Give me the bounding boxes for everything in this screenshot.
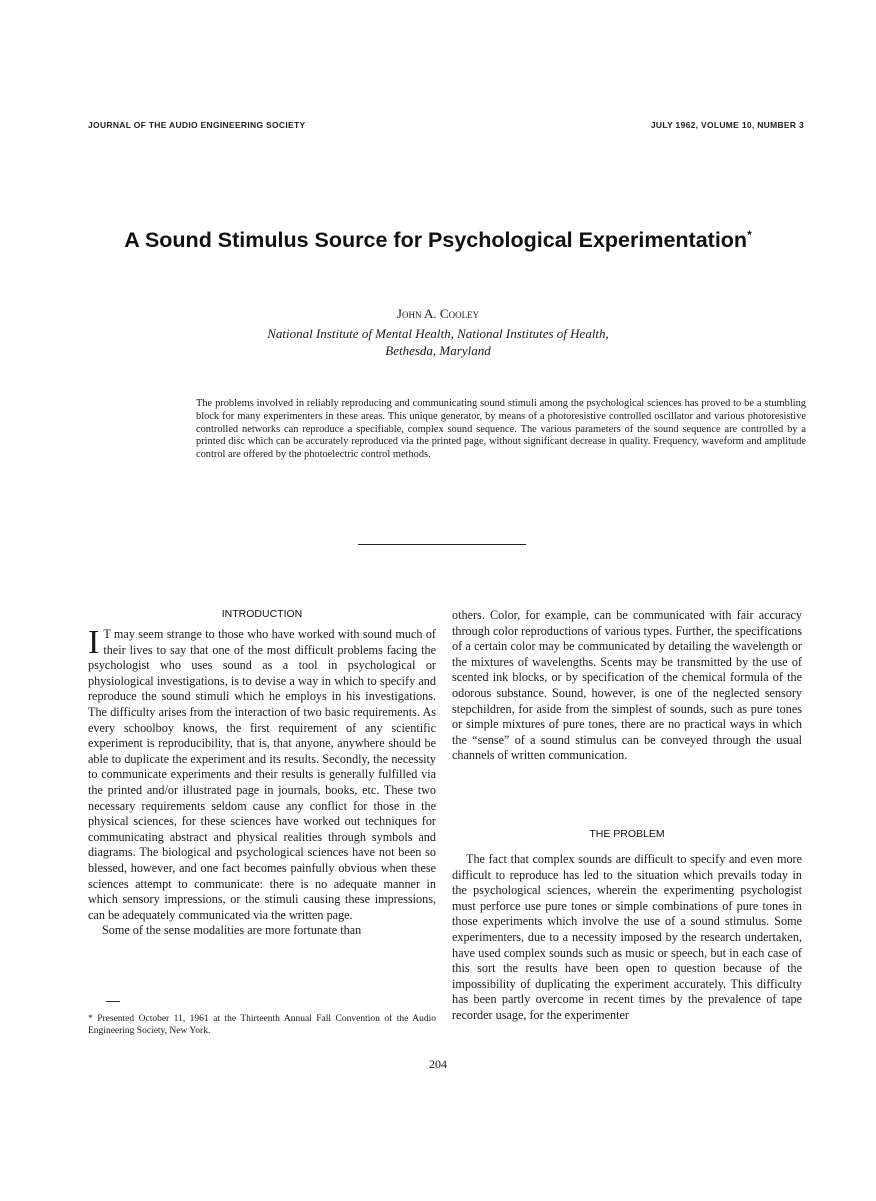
section-divider [358,544,526,545]
paper-title [0,228,876,253]
affiliation-line-1: National Institute of Mental Health, National Institutes of Health, [267,326,609,341]
affiliation [0,325,876,359]
introduction-heading: INTRODUCTION [221,608,303,620]
running-head-journal: JOURNAL OF THE AUDIO ENGINEERING SOCIETY [88,120,306,130]
abstract: The problems involved in reliably reproducing and communicating sound stimuli among the psychological sciences has proved to be a stumbling block for many experimenters in these areas. This unique generator, by means of a photoresistive controlled oscillator and various photoresistive controlled networks can reproduce a specifiable, complex sound sequence. The various parameters of the sound sequence are controlled by a printed disc which can be accurately reproduced via the printed page, without significant decrease in quality. Frequency, waveform and amplitude control are offered by the photoelectric control methods. [196,398,806,461]
footnote: * Presented October 11, 1961 at the Thirteenth Annual Fall Convention of the Audio Engineering Society, New York. [88,1014,436,1036]
title-footnote-mark: * [747,228,752,242]
running-head-issue: JULY 1962, VOLUME 10, NUMBER 3 [650,120,804,130]
problem-paragraph-1: The fact that complex sounds are difficult to specify and even more difficult to reproduce has led to the situation which prevails today in the psychological sciences, wherein the experimenting psychologist must perforce use pure tones or simple combinations of pure tones in those experiments which involve the use of a sound stimulus. Some experimenters, due to a necessity imposed by the research undertaken, have used complex sounds such as music or speech, but in each case of this sort the results have been open to question because of the impossibility of duplicating the experiment accurately. This difficulty has been partly overcome in recent times by the prevalence of tape recorder usage, for the experimenter [452,852,802,1022]
introduction-paragraph-1-text: T may seem strange to those who have worked with sound much of their lives to say that one of the most difficult problems facing the psychologist who uses sound as a tool in psychological or physiological investigations, is to devise a way in which to specify and reproduce the sound stimuli which he employs in his investigations. The difficulty arises from the interaction of two basic requirements. As every schoolboy knows, the first requirement of any scientific experiment is reproducibility, that is, that anyone, anywhere should be able to duplicate the experiment and its results. Secondly, the necessity to communicate experiments and their results is generally fulfilled via the printed and/or illustrated page in journals, books, etc. These two necessary requirements seldom cause any conflict for those in the physical sciences, for these sciences have worked out techniques for communicating abstract and physical realities through symbols and diagrams. The biological and psychological sciences have not been so blessed, however, and one fact becomes painfully obvious when these sciences attempt to communicate: there is no adequate manner in which sensory impressions, or the stimuli causing these impressions, can be adequately communicated via the written page. [88,627,436,922]
introduction-paragraph-1 [88,624,436,923]
left-column [88,624,436,939]
page-number: 204 [429,1057,447,1071]
author-name: John A. Cooley [396,306,480,321]
right-column-bottom [452,852,802,1024]
right-column-top [452,608,802,764]
paper-title-text: A Sound Stimulus Source for Psychological Experimentation [124,228,748,253]
introduction-paragraph-2: Some of the sense modalities are more fortunate than [102,923,362,938]
drop-cap: I [88,624,100,661]
problem-heading: THE PROBLEM [589,828,665,840]
introduction-paragraph-2-continued: others. Color, for example, can be communicated with fair accuracy through color reproductions of various types. Further, the specifications of a certain color may be communicated by detailing the wavelength or the mixtures of wavelengths. Scents may be transmitted by the use of scented ink blocks, or by specification of the chemical formula of the odorous substance. Sound, however, is one of the neglected sensory stepchildren, for aside from the simplest of sounds, such as pure tones or simple mixtures of pure tones, there are no practical ways in which the “sense” of a sound stimulus can be conveyed through the usual channels of written communication. [452,608,802,763]
affiliation-line-2: Bethesda, Maryland [385,343,491,358]
footnote-rule [106,1001,120,1002]
